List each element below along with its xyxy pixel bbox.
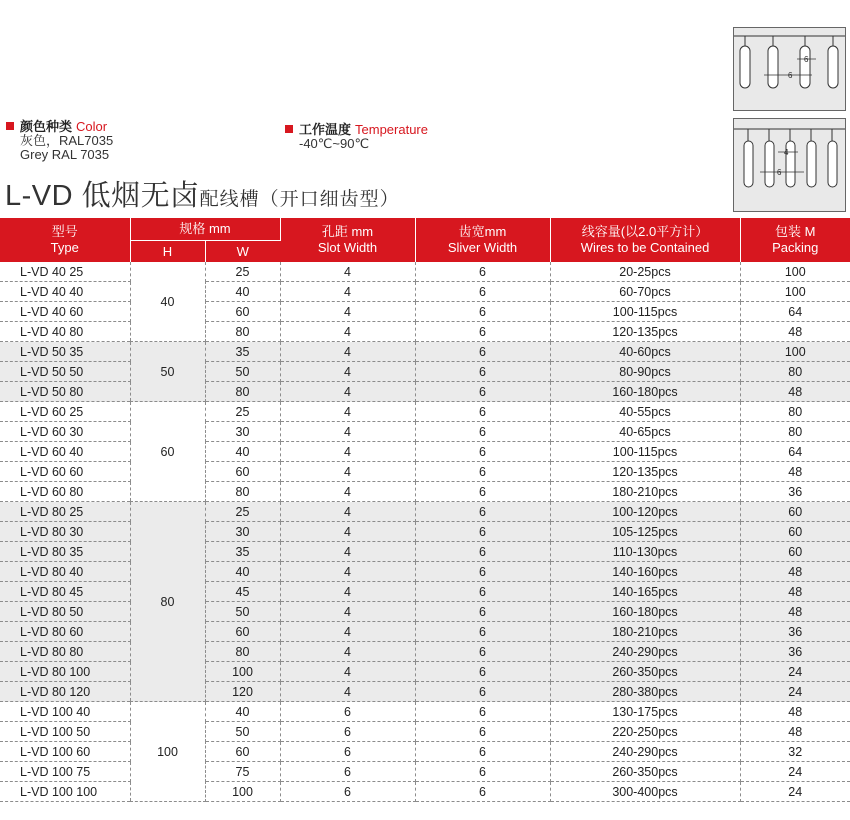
cell-slot-width: 4 bbox=[280, 522, 415, 542]
slot-diagram-bottom-dim-1: 4 bbox=[784, 148, 789, 157]
cell-packing: 48 bbox=[740, 322, 850, 342]
cell-slot-width: 4 bbox=[280, 482, 415, 502]
cell-sliver-width: 6 bbox=[415, 582, 550, 602]
cell-h: 60 bbox=[130, 402, 205, 502]
cell-slot-width: 4 bbox=[280, 582, 415, 602]
header-wires bbox=[550, 218, 740, 262]
cell-type: L-VD 40 40 bbox=[0, 282, 130, 302]
cell-w: 35 bbox=[205, 342, 280, 362]
cell-w: 60 bbox=[205, 462, 280, 482]
table-row bbox=[0, 282, 850, 302]
cell-sliver-width: 6 bbox=[415, 282, 550, 302]
table-row bbox=[0, 462, 850, 482]
slot-diagram-top-dim-2: 6 bbox=[788, 71, 793, 80]
table-row bbox=[0, 262, 850, 282]
spec-table bbox=[0, 218, 850, 802]
cell-sliver-width: 6 bbox=[415, 702, 550, 722]
cell-slot-width: 4 bbox=[280, 462, 415, 482]
table-row bbox=[0, 402, 850, 422]
cell-w: 30 bbox=[205, 522, 280, 542]
cell-packing: 24 bbox=[740, 662, 850, 682]
cell-slot-width: 6 bbox=[280, 782, 415, 802]
cell-packing: 48 bbox=[740, 702, 850, 722]
cell-type: L-VD 60 25 bbox=[0, 402, 130, 422]
cell-slot-width: 4 bbox=[280, 302, 415, 322]
cell-w: 35 bbox=[205, 542, 280, 562]
cell-w: 30 bbox=[205, 422, 280, 442]
header-type bbox=[0, 218, 130, 262]
cell-h: 100 bbox=[130, 702, 205, 802]
cell-slot-width: 6 bbox=[280, 702, 415, 722]
cell-wires: 220-250pcs bbox=[550, 722, 740, 742]
header-type-en: Type bbox=[50, 240, 79, 255]
table-row bbox=[0, 562, 850, 582]
cell-sliver-width: 6 bbox=[415, 742, 550, 762]
table-row bbox=[0, 682, 850, 702]
cell-sliver-width: 6 bbox=[415, 722, 550, 742]
cell-packing: 64 bbox=[740, 302, 850, 322]
header-wires-en: Wires to be Contained bbox=[580, 240, 710, 255]
cell-wires: 180-210pcs bbox=[550, 482, 740, 502]
cell-w: 75 bbox=[205, 762, 280, 782]
table-row bbox=[0, 322, 850, 342]
cell-wires: 160-180pcs bbox=[550, 602, 740, 622]
cell-sliver-width: 6 bbox=[415, 782, 550, 802]
cell-sliver-width: 6 bbox=[415, 382, 550, 402]
table-row bbox=[0, 302, 850, 322]
cell-wires: 40-55pcs bbox=[550, 402, 740, 422]
cell-w: 60 bbox=[205, 742, 280, 762]
table-row bbox=[0, 502, 850, 522]
table-row bbox=[0, 782, 850, 802]
cell-sliver-width: 6 bbox=[415, 502, 550, 522]
cell-wires: 300-400pcs bbox=[550, 782, 740, 802]
cell-sliver-width: 6 bbox=[415, 422, 550, 442]
temperature-label-cn: 工作温度 bbox=[299, 122, 352, 137]
cell-wires: 130-175pcs bbox=[550, 702, 740, 722]
spec-table-body bbox=[0, 262, 850, 802]
cell-slot-width: 4 bbox=[280, 542, 415, 562]
temperature-spec bbox=[285, 123, 428, 151]
cell-packing: 80 bbox=[740, 362, 850, 382]
slot-diagram-top-drawing bbox=[734, 28, 845, 110]
cell-sliver-width: 6 bbox=[415, 522, 550, 542]
cell-sliver-width: 6 bbox=[415, 602, 550, 622]
cell-type: L-VD 50 50 bbox=[0, 362, 130, 382]
cell-type: L-VD 40 60 bbox=[0, 302, 130, 322]
cell-type: L-VD 100 60 bbox=[0, 742, 130, 762]
cell-wires: 40-65pcs bbox=[550, 422, 740, 442]
table-row bbox=[0, 522, 850, 542]
cell-packing: 48 bbox=[740, 562, 850, 582]
cell-slot-width: 6 bbox=[280, 722, 415, 742]
cell-wires: 140-165pcs bbox=[550, 582, 740, 602]
cell-slot-width: 4 bbox=[280, 662, 415, 682]
cell-sliver-width: 6 bbox=[415, 302, 550, 322]
cell-sliver-width: 6 bbox=[415, 322, 550, 342]
slot-diagram-top-dim-1: 6 bbox=[804, 55, 809, 64]
cell-w: 40 bbox=[205, 702, 280, 722]
header-slot-cn: 孔距 mm bbox=[321, 224, 374, 239]
color-value-en: Grey RAL 7035 bbox=[20, 147, 110, 162]
cell-w: 60 bbox=[205, 302, 280, 322]
slot-diagram-bottom-dim-2: 6 bbox=[777, 168, 782, 177]
cell-sliver-width: 6 bbox=[415, 262, 550, 282]
cell-packing: 48 bbox=[740, 602, 850, 622]
cell-slot-width: 4 bbox=[280, 502, 415, 522]
cell-packing: 80 bbox=[740, 402, 850, 422]
cell-packing: 24 bbox=[740, 782, 850, 802]
header-slot bbox=[280, 218, 415, 262]
header-slot-en: Slot Width bbox=[317, 240, 378, 255]
cell-slot-width: 4 bbox=[280, 342, 415, 362]
cell-sliver-width: 6 bbox=[415, 622, 550, 642]
header-wires-cn: 线容量(以2.0平方计） bbox=[581, 224, 709, 239]
bullet-square-icon bbox=[6, 122, 14, 130]
cell-w: 120 bbox=[205, 682, 280, 702]
cell-packing: 60 bbox=[740, 542, 850, 562]
cell-wires: 260-350pcs bbox=[550, 662, 740, 682]
table-row bbox=[0, 542, 850, 562]
cell-wires: 120-135pcs bbox=[550, 462, 740, 482]
table-row bbox=[0, 762, 850, 782]
cell-type: L-VD 60 60 bbox=[0, 462, 130, 482]
cell-type: L-VD 50 80 bbox=[0, 382, 130, 402]
cell-type: L-VD 40 80 bbox=[0, 322, 130, 342]
cell-w: 80 bbox=[205, 322, 280, 342]
table-row bbox=[0, 382, 850, 402]
color-value-cn: 灰色，RAL7035 bbox=[20, 133, 114, 148]
table-row bbox=[0, 642, 850, 662]
cell-packing: 80 bbox=[740, 422, 850, 442]
table-row bbox=[0, 362, 850, 382]
cell-h: 80 bbox=[130, 502, 205, 702]
cell-wires: 240-290pcs bbox=[550, 742, 740, 762]
table-row bbox=[0, 602, 850, 622]
cell-type: L-VD 100 50 bbox=[0, 722, 130, 742]
table-row bbox=[0, 702, 850, 722]
cell-type: L-VD 40 25 bbox=[0, 262, 130, 282]
table-row bbox=[0, 482, 850, 502]
cell-w: 100 bbox=[205, 662, 280, 682]
cell-w: 25 bbox=[205, 262, 280, 282]
cell-w: 50 bbox=[205, 602, 280, 622]
cell-wires: 40-60pcs bbox=[550, 342, 740, 362]
header-spec: 规格 mm bbox=[130, 218, 280, 241]
cell-w: 100 bbox=[205, 782, 280, 802]
table-row bbox=[0, 742, 850, 762]
header-type-cn: 型号 bbox=[51, 224, 78, 239]
cell-packing: 48 bbox=[740, 462, 850, 482]
cell-wires: 80-90pcs bbox=[550, 362, 740, 382]
cell-sliver-width: 6 bbox=[415, 562, 550, 582]
cell-packing: 36 bbox=[740, 642, 850, 662]
cell-type: L-VD 80 60 bbox=[0, 622, 130, 642]
cell-type: L-VD 80 100 bbox=[0, 662, 130, 682]
cell-w: 25 bbox=[205, 502, 280, 522]
cell-wires: 100-115pcs bbox=[550, 442, 740, 462]
cell-h: 50 bbox=[130, 342, 205, 402]
cell-w: 45 bbox=[205, 582, 280, 602]
cell-type: L-VD 100 100 bbox=[0, 782, 130, 802]
temperature-value: -40℃~90℃ bbox=[299, 136, 370, 151]
cell-wires: 120-135pcs bbox=[550, 322, 740, 342]
cell-w: 40 bbox=[205, 442, 280, 462]
cell-slot-width: 4 bbox=[280, 262, 415, 282]
cell-sliver-width: 6 bbox=[415, 542, 550, 562]
cell-packing: 24 bbox=[740, 762, 850, 782]
table-row bbox=[0, 662, 850, 682]
cell-packing: 48 bbox=[740, 582, 850, 602]
header-h: H bbox=[130, 241, 205, 263]
page-title-sub: 配线槽（开口细齿型） bbox=[199, 189, 400, 210]
page-title bbox=[5, 173, 400, 214]
cell-packing: 36 bbox=[740, 622, 850, 642]
slot-diagram-bottom-drawing bbox=[734, 119, 845, 211]
cell-w: 50 bbox=[205, 362, 280, 382]
color-label-cn: 颜色种类 bbox=[20, 119, 73, 134]
cell-type: L-VD 80 40 bbox=[0, 562, 130, 582]
cell-slot-width: 4 bbox=[280, 382, 415, 402]
cell-type: L-VD 80 35 bbox=[0, 542, 130, 562]
header-packing-en: Packing bbox=[772, 240, 819, 255]
cell-wires: 110-130pcs bbox=[550, 542, 740, 562]
cell-sliver-width: 6 bbox=[415, 682, 550, 702]
cell-w: 80 bbox=[205, 642, 280, 662]
cell-type: L-VD 80 30 bbox=[0, 522, 130, 542]
cell-packing: 48 bbox=[740, 382, 850, 402]
cell-slot-width: 4 bbox=[280, 642, 415, 662]
slot-diagram-bottom bbox=[733, 118, 846, 212]
header-packing bbox=[740, 218, 850, 262]
page-title-main: L-VD 低烟无卤 bbox=[5, 180, 200, 212]
cell-wires: 160-180pcs bbox=[550, 382, 740, 402]
cell-type: L-VD 60 80 bbox=[0, 482, 130, 502]
cell-type: L-VD 50 35 bbox=[0, 342, 130, 362]
cell-w: 50 bbox=[205, 722, 280, 742]
table-row bbox=[0, 622, 850, 642]
cell-packing: 100 bbox=[740, 282, 850, 302]
cell-packing: 60 bbox=[740, 502, 850, 522]
cell-sliver-width: 6 bbox=[415, 642, 550, 662]
cell-slot-width: 4 bbox=[280, 622, 415, 642]
table-row bbox=[0, 722, 850, 742]
cell-sliver-width: 6 bbox=[415, 482, 550, 502]
cell-slot-width: 4 bbox=[280, 562, 415, 582]
table-row bbox=[0, 582, 850, 602]
cell-wires: 180-210pcs bbox=[550, 622, 740, 642]
cell-w: 40 bbox=[205, 562, 280, 582]
cell-wires: 100-115pcs bbox=[550, 302, 740, 322]
header-packing-cn: 包装 M bbox=[775, 224, 816, 239]
cell-packing: 60 bbox=[740, 522, 850, 542]
header-sliver bbox=[415, 218, 550, 262]
cell-slot-width: 4 bbox=[280, 602, 415, 622]
cell-sliver-width: 6 bbox=[415, 442, 550, 462]
bullet-square-icon bbox=[285, 125, 293, 133]
cell-sliver-width: 6 bbox=[415, 362, 550, 382]
cell-slot-width: 4 bbox=[280, 362, 415, 382]
cell-sliver-width: 6 bbox=[415, 402, 550, 422]
cell-h: 40 bbox=[130, 262, 205, 342]
cell-w: 80 bbox=[205, 382, 280, 402]
cell-slot-width: 6 bbox=[280, 742, 415, 762]
cell-wires: 140-160pcs bbox=[550, 562, 740, 582]
cell-type: L-VD 100 75 bbox=[0, 762, 130, 782]
cell-w: 25 bbox=[205, 402, 280, 422]
cell-type: L-VD 80 80 bbox=[0, 642, 130, 662]
cell-sliver-width: 6 bbox=[415, 342, 550, 362]
cell-slot-width: 4 bbox=[280, 282, 415, 302]
cell-slot-width: 6 bbox=[280, 762, 415, 782]
cell-sliver-width: 6 bbox=[415, 662, 550, 682]
cell-wires: 260-350pcs bbox=[550, 762, 740, 782]
cell-type: L-VD 60 40 bbox=[0, 442, 130, 462]
slot-diagram-top bbox=[733, 27, 846, 111]
cell-type: L-VD 60 30 bbox=[0, 422, 130, 442]
temperature-label-en: Temperature bbox=[355, 122, 428, 137]
cell-wires: 60-70pcs bbox=[550, 282, 740, 302]
table-row bbox=[0, 342, 850, 362]
cell-sliver-width: 6 bbox=[415, 762, 550, 782]
cell-packing: 100 bbox=[740, 342, 850, 362]
cell-wires: 280-380pcs bbox=[550, 682, 740, 702]
cell-slot-width: 4 bbox=[280, 682, 415, 702]
color-label-en: Color bbox=[76, 119, 108, 134]
cell-packing: 48 bbox=[740, 722, 850, 742]
table-row bbox=[0, 442, 850, 462]
cell-packing: 36 bbox=[740, 482, 850, 502]
cell-slot-width: 4 bbox=[280, 402, 415, 422]
cell-wires: 100-120pcs bbox=[550, 502, 740, 522]
header-sliver-en: Sliver Width bbox=[447, 240, 518, 255]
cell-type: L-VD 80 50 bbox=[0, 602, 130, 622]
cell-type: L-VD 80 25 bbox=[0, 502, 130, 522]
cell-slot-width: 4 bbox=[280, 442, 415, 462]
cell-w: 80 bbox=[205, 482, 280, 502]
cell-type: L-VD 100 40 bbox=[0, 702, 130, 722]
cell-packing: 24 bbox=[740, 682, 850, 702]
cell-packing: 100 bbox=[740, 262, 850, 282]
cell-sliver-width: 6 bbox=[415, 462, 550, 482]
cell-slot-width: 4 bbox=[280, 422, 415, 442]
header-w: W bbox=[205, 241, 280, 263]
cell-wires: 105-125pcs bbox=[550, 522, 740, 542]
cell-type: L-VD 80 45 bbox=[0, 582, 130, 602]
color-spec bbox=[6, 120, 113, 162]
cell-wires: 240-290pcs bbox=[550, 642, 740, 662]
cell-packing: 64 bbox=[740, 442, 850, 462]
cell-slot-width: 4 bbox=[280, 322, 415, 342]
cell-type: L-VD 80 120 bbox=[0, 682, 130, 702]
cell-packing: 32 bbox=[740, 742, 850, 762]
cell-w: 40 bbox=[205, 282, 280, 302]
cell-wires: 20-25pcs bbox=[550, 262, 740, 282]
header-sliver-cn: 齿宽mm bbox=[458, 224, 507, 239]
table-row bbox=[0, 422, 850, 442]
cell-w: 60 bbox=[205, 622, 280, 642]
